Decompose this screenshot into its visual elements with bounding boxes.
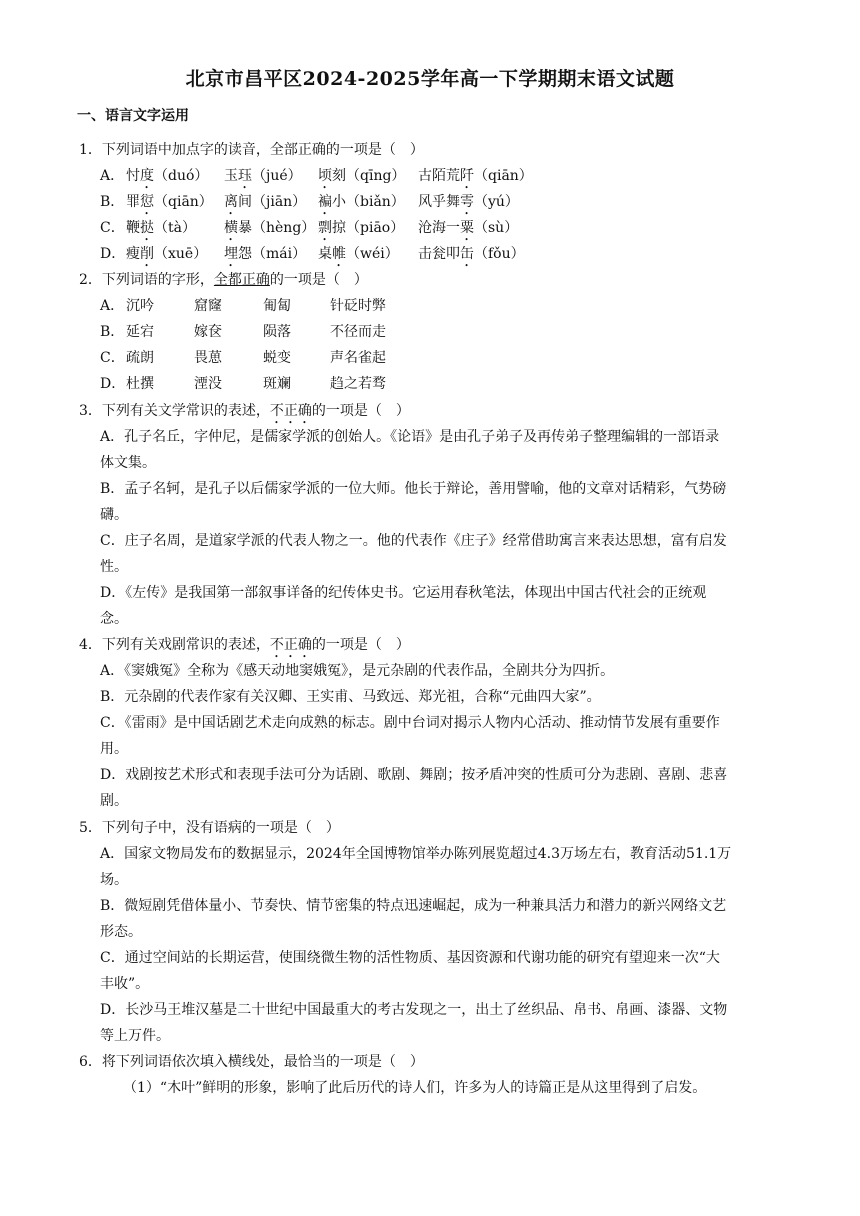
q1-option-item [318,243,399,270]
q3-stem-emphasis: 不正确 [269,403,312,419]
q2-word: 针砭时弊 [330,298,386,314]
q2-word: 趋之若骛 [330,376,386,392]
q5-option-d: D．长沙马王堆汉墓是二十世纪中国最重大的考古发现之一，出土了丝织品、帛书、帛画、漆器、文物 [100,1002,728,1018]
item-text: （yú） [474,194,519,210]
item-text: 鞭 [126,220,140,236]
q4-option-b: B．元杂剧的代表作家有关汉卿、王实甫、马致远、郑光祖，合称“元曲四大家”。 [100,689,601,705]
q2-option-label: A． [100,298,125,314]
item-text: 玉 [224,168,238,184]
item-text: 怨（mái） [238,246,307,262]
q3-stem-pre: 3．下列有关文学常识的表述， [79,403,270,419]
q3-option-d-cont: 念。 [100,611,128,627]
item-text: （duó） [154,168,209,184]
q1-option-item [318,217,404,244]
q5-option-d-cont: 等上万件。 [100,1028,170,1044]
q1-option-item [224,165,302,192]
emphasized-character: 珏 [238,168,252,184]
item-text: （xuē） [154,246,208,262]
q1-option-item [224,243,306,270]
emphasized-character: 度 [140,168,154,184]
q2-word: 杜撰 [126,376,154,392]
q1-option-item [418,165,533,192]
q4-option-c-cont: 用。 [100,741,128,757]
item-text: （fǒu） [474,246,525,262]
q4-option-a: A．《窦娥冤》全称为《感天动地窦娥冤》，是元杂剧的代表作品，全剧共分为四折。 [100,663,615,679]
item-text: 击瓮叩 [418,246,460,262]
q2-word: 湮没 [194,376,222,392]
q2-word: 窟窿 [194,298,222,314]
q2-option-label: B． [100,324,125,340]
item-text: （qiān） [474,168,533,184]
q1-option-item [224,217,315,244]
item-text: （jué） [252,168,302,184]
q4-option-c: C．《雷雨》是中国话剧艺术走向成熟的标志。剧中台词对揭示人物内心活动、推动情节发展有重要作 [100,715,720,731]
q5-option-a-cont: 场。 [100,872,128,888]
emphasized-character: 愆 [140,194,154,210]
q2-option-label: C． [100,350,125,366]
emphasized-character: 雩 [460,194,474,210]
item-text: 暴（hèng） [238,220,316,236]
question-4-stem [79,634,410,661]
item-text: 沧海一 [418,220,460,236]
q3-option-c-cont: 性。 [100,559,128,575]
q2-word: 沉吟 [126,298,154,314]
q3-option-a-cont: 体文集。 [100,455,156,471]
q4-option-d: D．戏剧按艺术形式和表现手法可分为话剧、歌剧、舞剧；按矛盾冲突的性质可分为悲剧、喜剧、悲喜 [100,767,728,783]
item-text: 风乎舞 [418,194,460,210]
emphasized-character: 剽 [318,220,332,236]
question-1-stem: 1．下列词语中加点字的读音，全部正确的一项是（ ） [79,142,424,158]
item-text: 瘦 [126,246,140,262]
q5-option-a: A．国家文物局发布的数据显示，2024年全国博物馆举办陈列展览超过4.3万场左右，教育活动51.1万 [100,846,732,862]
item-text: 间（jiān） [238,194,307,210]
section-heading: 一、语言文字运用 [77,108,189,124]
emphasized-character: 粟 [460,220,474,236]
q2-stem-post: 的一项是（ ） [269,272,368,288]
question-2-stem [79,269,368,291]
item-text: 古陌荒 [418,168,460,184]
q1-option-item [126,191,213,218]
q5-option-c: C．通过空间站的长期运营，使围绕微生物的活性物质、基因资源和代谢功能的研究有望迎来一次“大 [100,950,720,966]
q2-word: 嫁奁 [194,324,222,340]
q1-option-label: C． [100,220,125,236]
question-6-stem: 6．将下列词语依次填入横线处，最恰当的一项是（ ） [79,1054,424,1070]
q5-option-c-cont: 丰收”。 [100,976,150,992]
q6-sentence-1: （1）“木叶”鲜明的形象，影响了此后历代的诗人们，许多为人的诗篇正是从这里得到了启发。 [123,1080,707,1096]
q1-option-item [318,165,405,192]
emphasized-character: 顷 [318,168,332,184]
q2-stem-pre: 2．下列词语的字形， [79,272,214,288]
q2-word: 不径而走 [330,324,386,340]
emphasized-character: 缶 [460,246,474,262]
q1-option-label: B． [100,194,125,210]
q2-word: 声名雀起 [330,350,386,366]
q3-stem-post: 的一项是（ ） [311,403,410,419]
exam-title: 北京市昌平区2024-2025学年高一下学期期末语文试题 [185,68,675,90]
q1-option-item [418,217,518,244]
q1-option-label: A． [100,168,125,184]
q4-option-d-cont: 剧。 [100,793,128,809]
item-text: （tà） [154,220,196,236]
q1-option-item [126,243,207,270]
q2-option-label: D． [100,376,126,392]
emphasized-character: 横 [224,220,238,236]
emphasized-character: 褊 [318,194,332,210]
q3-option-a: A．孔子名丘，字仲尼，是儒家学派的创始人。《论语》是由孔子弟子及再传弟子整理编辑的一部语录 [100,429,720,445]
item-text: 忖 [126,168,140,184]
q5-option-b: B．微短剧凭借体量小、节奏快、情节密集的特点迅速崛起，成为一种兼具活力和潜力的新兴网络文艺 [100,898,727,914]
emphasized-character: 削 [140,246,154,262]
q3-option-d: D．《左传》是我国第一部叙事详备的纪传体史书。它运用春秋笔法，体现出中国古代社会的正统观 [100,585,707,601]
q4-stem-pre: 4．下列有关戏剧常识的表述， [79,637,270,653]
q2-word: 斑斓 [263,376,291,392]
q3-option-b-cont: 礴。 [100,507,128,523]
item-text: （qiān） [154,194,213,210]
q1-option-item [126,217,196,244]
emphasized-character: 帷 [332,246,346,262]
q2-word: 畏葸 [194,350,222,366]
q2-word: 匍匐 [263,298,291,314]
item-text: 罪 [126,194,140,210]
question-3-stem [79,400,410,427]
q3-option-c: C．庄子名周，是道家学派的代表人物之一。他的代表作《庄子》经常借助寓言来表达思想，富有启发 [100,533,727,549]
q1-option-item [126,165,208,192]
q1-option-item [318,191,405,218]
item-text: （wéi） [346,246,399,262]
emphasized-character: 埋 [224,246,238,262]
item-text: 小（biǎn） [332,194,405,210]
q2-stem-underlined: 全都正确 [213,272,270,288]
q2-word: 蜕变 [263,350,291,366]
emphasized-character: 挞 [140,220,154,236]
q1-option-item [224,191,306,218]
q2-word: 疏朗 [126,350,154,366]
item-text: 刻（qīng） [332,168,406,184]
q2-word: 陨落 [263,324,291,340]
q5-option-b-cont: 形态。 [100,924,142,940]
q4-stem-post: 的一项是（ ） [311,637,410,653]
q2-word: 延宕 [126,324,154,340]
q3-option-b: B．孟子名轲，是孔子以后儒家学派的一位大师。他长于辩论，善用譬喻，他的文章对话精彩，气势磅 [100,481,727,497]
q1-option-label: D． [100,246,126,262]
q1-option-item [418,243,525,270]
emphasized-character: 离 [224,194,238,210]
q1-option-item [418,191,519,218]
question-5-stem: 5．下列句子中，没有语病的一项是（ ） [79,820,340,836]
q4-stem-emphasis: 不正确 [269,637,312,653]
emphasized-character: 阡 [460,168,474,184]
item-text: 桌 [318,246,332,262]
item-text: （sù） [474,220,519,236]
item-text: 掠（piāo） [332,220,405,236]
